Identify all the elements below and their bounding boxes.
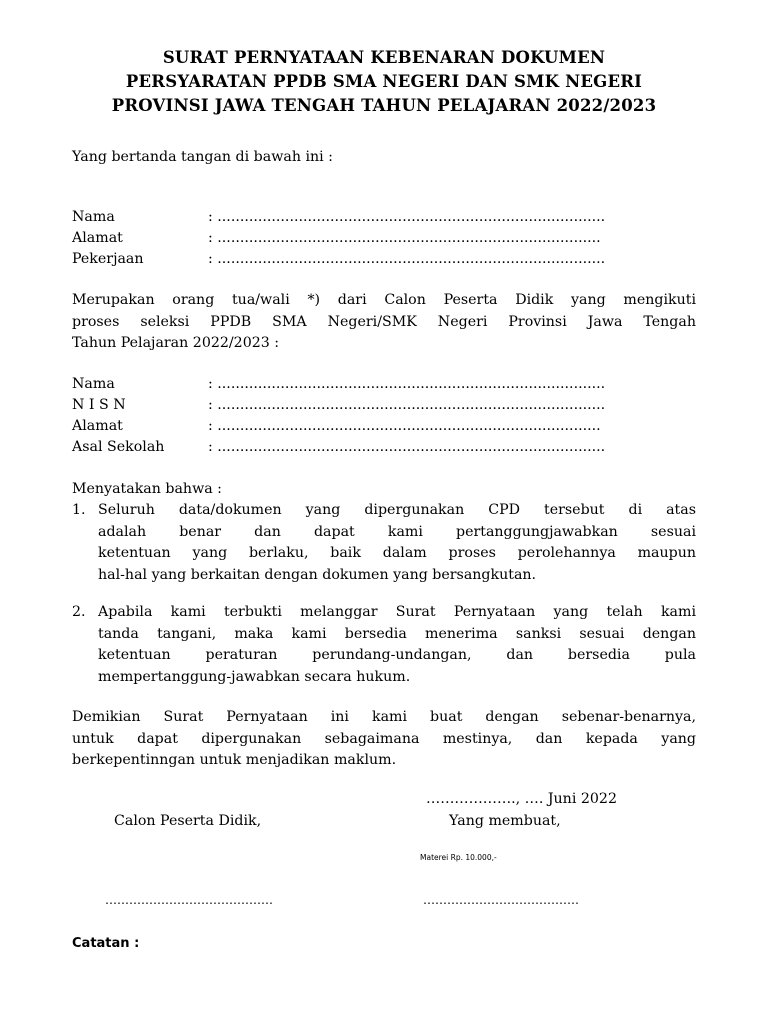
signature-line-right: …………………………………: [423, 893, 579, 907]
date-line: ………………., …. Juni 2022: [426, 791, 617, 807]
closing-line: untuk dapat dipergunakan sebagaimana mestinya, dan kepada yang: [72, 730, 696, 747]
field-label: Nama: [72, 209, 115, 225]
item-number: 2.: [72, 604, 86, 620]
item-number: 1.: [72, 502, 86, 518]
title-line-3: PROVINSI JAWA TENGAH TAHUN PELAJARAN 2022/2023: [111, 96, 657, 115]
field-blank: : ......................................................................................: [208, 251, 606, 267]
signature-line-left: ……………………………………: [105, 893, 273, 907]
field-blank: : ......................................................................................: [208, 209, 606, 225]
field-label: Asal Sekolah: [72, 439, 165, 455]
item-line: Apabila kami terbukti melanggar Surat Pernyataan yang telah kami: [98, 604, 696, 620]
field-label: Nama: [72, 376, 115, 392]
field-label: Alamat: [72, 418, 123, 434]
statement-line: Tahun Pelajaran 2022/2023 :: [72, 335, 280, 351]
materai-note: Materei Rp. 10.000,-: [420, 853, 497, 862]
statement-paragraph: [72, 290, 696, 355]
statement-line: proses seleksi PPDB SMA Negeri/SMK Negeri Provinsi Jawa Tengah: [72, 313, 696, 330]
field-blank: : .....................................................................................: [208, 230, 601, 246]
field-blank: : .....................................................................................: [208, 418, 601, 434]
field-label: N I S N: [72, 397, 126, 413]
declare-intro: Menyatakan bahwa :: [72, 481, 222, 497]
item-line: Seluruh data/dokumen yang dipergunakan CPD tersebut di atas: [98, 502, 696, 518]
signer-left-label: Calon Peserta Didik,: [114, 813, 262, 829]
item-line: ketentuan peraturan perundang-undangan, dan bersedia pula: [98, 647, 696, 663]
item-line: tanda tangani, maka kami bersedia menerima sanksi sesuai dengan: [98, 625, 696, 642]
closing-line: Demikian Surat Pernyataan ini kami buat dengan sebenar-benarnya,: [72, 709, 696, 725]
statement-line: Merupakan orang tua/wali *) dari Calon Peserta Didik yang mengikuti: [72, 292, 696, 308]
item-line: mempertanggung-jawabkan secara hukum.: [98, 668, 411, 685]
title-line-2: PERSYARATAN PPDB SMA NEGERI DAN SMK NEGERI: [125, 72, 643, 91]
item-line: adalah benar dan dapat kami pertanggungjawabkan sesuai: [98, 523, 696, 540]
field-label: Pekerjaan: [72, 251, 144, 267]
intro-text: Yang bertanda tangan di bawah ini :: [72, 149, 333, 165]
field-blank: : ......................................................................................: [208, 397, 606, 413]
document-title: [40, 46, 728, 118]
catatan-label: Catatan :: [72, 936, 140, 951]
field-label: Alamat: [72, 230, 123, 246]
item-line: hal-hal yang berkaitan dengan dokumen yang bersangkutan.: [98, 566, 537, 583]
closing-paragraph: [72, 707, 696, 772]
title-line-1: SURAT PERNYATAAN KEBENARAN DOKUMEN: [162, 48, 606, 67]
field-blank: : ......................................................................................: [208, 376, 606, 392]
item-line: ketentuan yang berlaku, baik dalam proses perolehannya maupun: [98, 545, 696, 561]
closing-line: berkepentinngan untuk menjadikan maklum.: [72, 752, 397, 768]
field-blank: : ......................................................................................: [208, 439, 606, 455]
signer-right-label: Yang membuat,: [449, 813, 561, 829]
